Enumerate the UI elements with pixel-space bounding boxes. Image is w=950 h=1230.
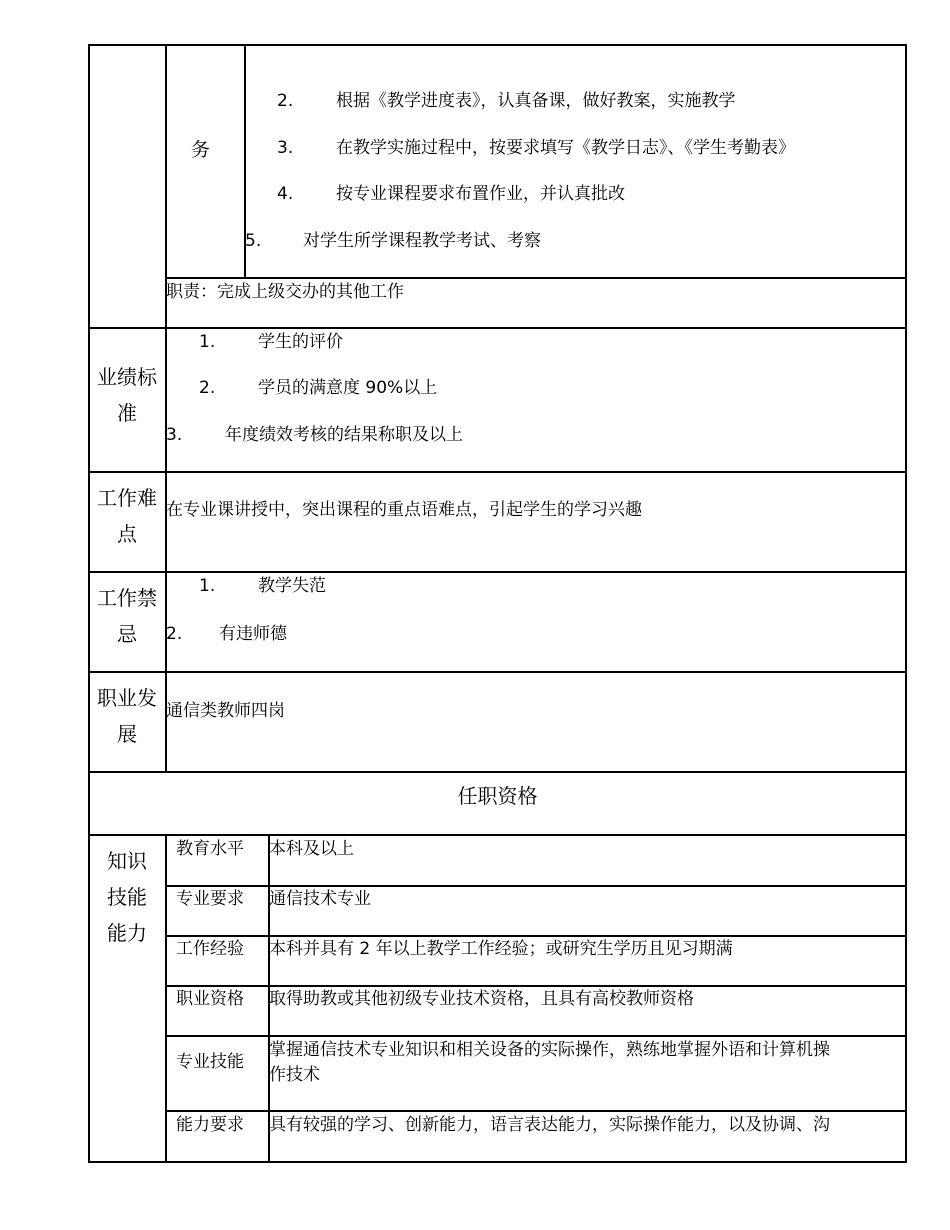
divider (88, 571, 906, 573)
career-label: 职业发展 (97, 686, 157, 746)
performance-item (199, 380, 437, 397)
divider (88, 771, 906, 773)
divider (165, 834, 167, 1162)
item-text: 年度绩效考核的结果称职及以上 (225, 425, 463, 445)
divider (165, 985, 906, 987)
item-text: 有违师德 (219, 624, 287, 644)
divider (165, 1035, 906, 1037)
qual-row-value: 通信技术专业 (269, 889, 371, 909)
qual-row-label: 教育水平 (176, 839, 244, 859)
divider (88, 671, 906, 673)
qual-row-value: 掌握通信技术专业知识和相关设备的实际操作，熟练地掌握外语和计算机操 (269, 1040, 830, 1060)
divider (88, 834, 906, 836)
qual-row-label: 专业技能 (176, 1052, 244, 1072)
qual-row-value: 本科及以上 (269, 839, 354, 859)
table-border-top (88, 44, 907, 46)
duty-item (277, 93, 736, 110)
item-number: 2. (199, 378, 216, 398)
item-text: 按专业课程要求布置作业，并认真批改 (336, 184, 625, 204)
item-number: 3. (166, 425, 183, 445)
qual-row-value: 本科并具有 2 年以上教学工作经验；或研究生学历且见习期满 (269, 939, 733, 959)
divider (165, 1110, 906, 1112)
duty-item (245, 233, 541, 250)
duty-item (277, 140, 795, 157)
item-text: 教学失范 (258, 576, 326, 596)
item-number: 2. (277, 91, 294, 111)
qual-row-value: 具有较强的学习、创新能力，语言表达能力，实际操作能力，以及协调、沟 (269, 1115, 830, 1135)
performance-label: 业绩标准 (97, 365, 157, 425)
item-number: 1. (199, 332, 216, 352)
qual-row-label: 职业资格 (176, 989, 244, 1009)
qual-row-label: 能力要求 (176, 1115, 244, 1135)
divider (165, 885, 906, 887)
duty-item (277, 186, 625, 203)
item-number: 5. (245, 231, 262, 251)
divider (165, 935, 906, 937)
qual-row-label: 工作经验 (176, 939, 244, 959)
divider (165, 44, 167, 772)
taboo-item (166, 626, 287, 643)
divider (88, 327, 906, 329)
qual-row-label: 专业要求 (176, 889, 244, 909)
divider (88, 471, 906, 473)
item-text: 在教学实施过程中，按要求填写《教学日志》、《学生考勤表》 (336, 138, 795, 158)
divider (165, 277, 906, 279)
item-number: 1. (199, 576, 216, 596)
item-text: 根据《教学进度表》，认真备课，做好教案，实施教学 (336, 91, 736, 111)
item-text: 学员的满意度 90%以上 (258, 378, 438, 398)
qualification-group-label: 知识技能能力 (107, 849, 147, 945)
duty-sub-label: 务 (191, 139, 211, 161)
item-number: 3. (277, 138, 294, 158)
taboo-label: 工作禁忌 (97, 586, 157, 646)
performance-item (166, 427, 463, 444)
item-number: 4. (277, 184, 294, 204)
difficulty-text: 在专业课讲授中，突出课程的重点语难点，引起学生的学习兴趣 (166, 500, 642, 520)
other-duty-text: 职责：完成上级交办的其他工作 (166, 282, 404, 302)
taboo-item (199, 578, 326, 595)
qual-row-value: 取得助教或其他初级专业技术资格，且具有高校教师资格 (269, 989, 694, 1009)
difficulty-label: 工作难点 (97, 486, 157, 546)
item-text: 学生的评价 (258, 332, 343, 352)
qualification-header: 任职资格 (457, 784, 538, 808)
item-number: 2. (166, 624, 183, 644)
table-border-right (905, 44, 907, 1162)
table-border-bottom (88, 1161, 907, 1163)
career-text: 通信类教师四岗 (166, 701, 285, 721)
qual-row-value: 作技术 (269, 1065, 320, 1085)
item-text: 对学生所学课程教学考试、考察 (303, 231, 541, 251)
performance-item (199, 334, 343, 351)
